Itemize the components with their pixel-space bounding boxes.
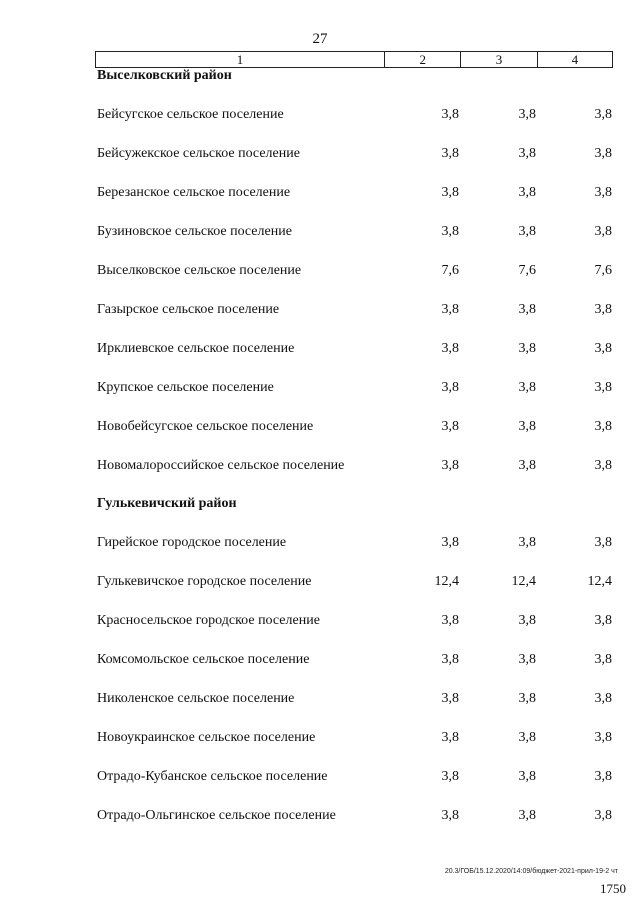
table-row [0, 302, 640, 322]
value-col-2: 3,8 [441, 458, 459, 473]
settlement-name: Бейсужекское сельское поселение [97, 146, 300, 161]
value-col-2: 3,8 [441, 224, 459, 239]
settlement-name: Гулькевичское городское поселение [97, 574, 312, 589]
value-col-2: 3,8 [441, 769, 459, 784]
value-col-3: 3,8 [518, 458, 536, 473]
district-name: Выселковский район [97, 68, 232, 83]
table-row [0, 380, 640, 400]
settlement-name: Новоукраинское сельское поселение [97, 730, 316, 745]
table-row [0, 730, 640, 750]
settlement-name: Отрадо-Кубанское сельское поселение [97, 769, 328, 784]
page-number: 27 [312, 31, 328, 47]
value-col-4: 3,8 [594, 107, 612, 122]
value-col-4: 12,4 [587, 574, 612, 589]
table-row [0, 341, 640, 361]
value-col-4: 3,8 [594, 458, 612, 473]
table-row [0, 263, 640, 283]
table-row [0, 107, 640, 127]
settlement-name: Газырское сельское поселение [97, 302, 280, 317]
table-row [0, 574, 640, 594]
value-col-4: 3,8 [594, 380, 612, 395]
value-col-3: 7,6 [518, 263, 536, 278]
value-col-2: 3,8 [441, 535, 459, 550]
value-col-2: 3,8 [441, 302, 459, 317]
value-col-2: 3,8 [441, 185, 459, 200]
settlement-name: Красносельское городское поселение [97, 613, 320, 628]
header-col-4: 4 [537, 52, 612, 68]
table-row [0, 808, 640, 828]
value-col-3: 3,8 [518, 535, 536, 550]
value-col-4: 3,8 [594, 341, 612, 356]
value-col-4: 3,8 [594, 652, 612, 667]
value-col-2: 3,8 [441, 107, 459, 122]
settlement-name: Березанское сельское поселение [97, 185, 291, 200]
table-row [0, 691, 640, 711]
value-col-3: 3,8 [518, 146, 536, 161]
header-col-1: 1 [96, 52, 385, 68]
value-col-2: 3,8 [441, 652, 459, 667]
table-row [0, 652, 640, 672]
table-row [0, 613, 640, 633]
table-row [0, 224, 640, 244]
value-col-3: 3,8 [518, 302, 536, 317]
district-name: Гулькевичский район [97, 496, 237, 511]
value-col-3: 3,8 [518, 691, 536, 706]
document-code: 20.3/ГОБ/15.12.2020/14:09/бюджет-2021-прил-19-2 чт [444, 868, 618, 875]
value-col-3: 3,8 [518, 224, 536, 239]
value-col-4: 3,8 [594, 613, 612, 628]
sheet-number: 1750 [600, 881, 626, 896]
value-col-2: 3,8 [441, 146, 459, 161]
district-heading [0, 496, 640, 516]
header-col-3: 3 [461, 52, 537, 68]
settlement-name: Бейсугское сельское поселение [97, 107, 284, 122]
value-col-4: 3,8 [594, 691, 612, 706]
value-col-2: 3,8 [441, 613, 459, 628]
value-col-2: 3,8 [441, 730, 459, 745]
value-col-3: 3,8 [518, 730, 536, 745]
district-heading [0, 68, 640, 88]
value-col-4: 3,8 [594, 185, 612, 200]
settlement-name: Новомалороссийское сельское поселение [97, 458, 345, 473]
table-row [0, 185, 640, 205]
value-col-4: 7,6 [594, 263, 612, 278]
value-col-3: 3,8 [518, 419, 536, 434]
settlement-name: Ирклиевское сельское поселение [97, 341, 295, 356]
settlement-name: Крупское сельское поселение [97, 380, 274, 395]
value-col-4: 3,8 [594, 302, 612, 317]
value-col-3: 3,8 [518, 380, 536, 395]
table-row [0, 419, 640, 439]
settlement-name: Комсомольское сельское поселение [97, 652, 310, 667]
value-col-2: 12,4 [434, 574, 459, 589]
value-col-3: 3,8 [518, 808, 536, 823]
table-row [0, 535, 640, 555]
value-col-3: 3,8 [518, 107, 536, 122]
settlement-name: Николенское сельское поселение [97, 691, 295, 706]
value-col-3: 3,8 [518, 185, 536, 200]
header-col-2: 2 [385, 52, 461, 68]
value-col-2: 3,8 [441, 419, 459, 434]
settlement-name: Новобейсугское сельское поселение [97, 419, 314, 434]
value-col-4: 3,8 [594, 419, 612, 434]
table-row [0, 146, 640, 166]
value-col-4: 3,8 [594, 224, 612, 239]
table-row [0, 458, 640, 478]
value-col-3: 3,8 [518, 652, 536, 667]
table-header [95, 51, 613, 68]
value-col-4: 3,8 [594, 146, 612, 161]
value-col-3: 3,8 [518, 341, 536, 356]
value-col-2: 3,8 [441, 808, 459, 823]
value-col-4: 3,8 [594, 769, 612, 784]
value-col-2: 7,6 [441, 263, 459, 278]
value-col-4: 3,8 [594, 730, 612, 745]
settlement-name: Бузиновское сельское поселение [97, 224, 292, 239]
settlement-name: Отрадо-Ольгинское сельское поселение [97, 808, 336, 823]
value-col-3: 12,4 [511, 574, 536, 589]
value-col-3: 3,8 [518, 613, 536, 628]
value-col-2: 3,8 [441, 341, 459, 356]
value-col-2: 3,8 [441, 380, 459, 395]
value-col-2: 3,8 [441, 691, 459, 706]
value-col-3: 3,8 [518, 769, 536, 784]
settlement-name: Выселковское сельское поселение [97, 263, 302, 278]
settlement-name: Гирейское городское поселение [97, 535, 287, 550]
value-col-4: 3,8 [594, 808, 612, 823]
table-row [0, 769, 640, 789]
value-col-4: 3,8 [594, 535, 612, 550]
